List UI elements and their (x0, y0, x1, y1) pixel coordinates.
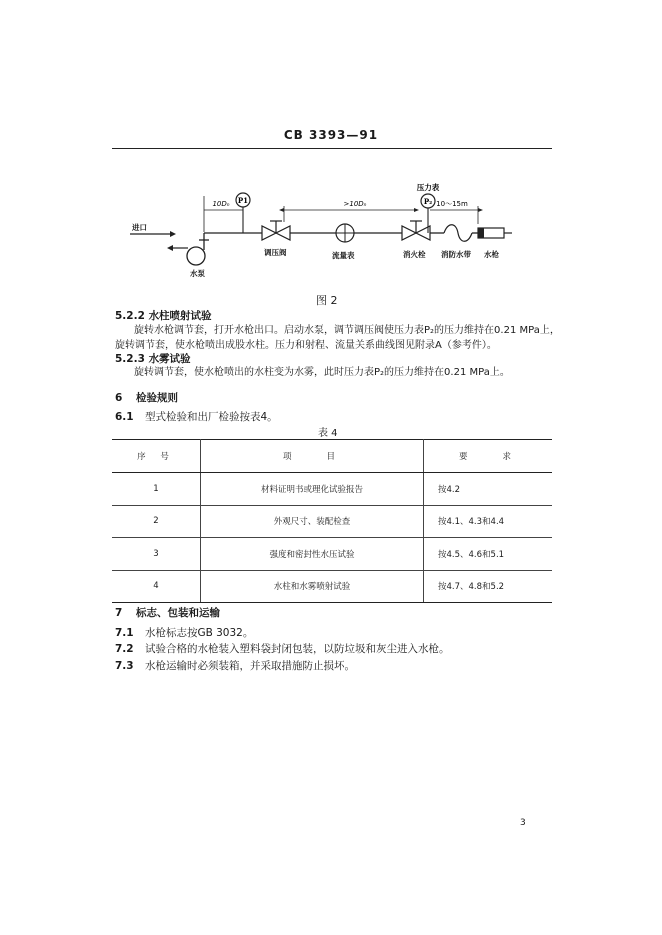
clause-7-3 (115, 659, 355, 673)
table-caption: 表 4 (318, 428, 338, 439)
section-6-heading (115, 391, 178, 405)
clause-number: 6.1 (115, 411, 134, 423)
section-title: 水雾试验 (148, 353, 191, 365)
p2-gauge-label: P₂ (423, 197, 433, 206)
suction-arrowhead (167, 245, 173, 251)
fire-hose-symbol (444, 225, 472, 242)
clause-6-1 (115, 410, 278, 424)
pump-label: 水泵 (190, 269, 205, 278)
cell-item: 外观尺寸、装配检查 (201, 505, 424, 538)
table-row (112, 505, 552, 538)
section-title: 水柱喷射试验 (148, 310, 212, 322)
fire-hydrant-label: 消火栓 (403, 250, 426, 259)
page-number: 3 (520, 818, 526, 828)
fire-hose-label: 消防水带 (441, 250, 471, 259)
clause-number: 7.1 (115, 627, 134, 639)
cell-item: 材料证明书或理化试验报告 (201, 473, 424, 506)
column-header-requirement: 要 求 (424, 440, 553, 473)
clause-7-2 (115, 642, 449, 656)
water-gun-label: 水枪 (484, 250, 499, 259)
clause-text: 型式检验和出厂检验按表4。 (144, 411, 278, 423)
cell-requirement: 按4.7、4.8和5.2 (424, 570, 553, 603)
regulating-valve-symbol (262, 226, 276, 240)
flow-meter-label: 流量表 (332, 251, 355, 260)
clause-7-1 (115, 626, 253, 640)
paragraph-5-2-2-line-1: 旋转水枪调节套，打开水枪出口。启动水泵，调节调压阀使压力表P₂的压力维持在0.21 MPa上， (134, 325, 560, 336)
dimension-10dn: 10Dₙ (212, 200, 230, 208)
standard-code: CB 3393—91 (283, 128, 379, 142)
clause-number: 7.3 (115, 660, 134, 672)
section-title: 检验规则 (135, 392, 178, 404)
test-setup-diagram (0, 0, 662, 300)
section-5-2-3-heading (115, 352, 191, 366)
clause-text: 水枪运输时必须装箱，并采取措施防止损坏。 (144, 660, 355, 672)
fire-hydrant-symbol (402, 226, 416, 240)
cell-number: 1 (112, 473, 201, 506)
pressure-gauge-label: 压力表 (416, 183, 440, 192)
table-row (112, 473, 552, 506)
section-number: 7 (115, 607, 123, 619)
section-number: 5.2.2 (115, 310, 145, 322)
clause-text: 试验合格的水枪装入塑料袋封闭包装，以防垃圾和灰尘进入水枪。 (144, 643, 450, 655)
paragraph-5-2-2-line-2: 旋转调节套，使水枪喷出成股水柱。压力和射程、流量关系曲线图见附录A（参考件）。 (115, 340, 497, 351)
section-number: 5.2.3 (115, 353, 145, 365)
section-number: 6 (115, 392, 123, 404)
dimension-gt-10dn: >10Dₙ (343, 200, 367, 208)
inlet-label: 进口 (132, 223, 147, 232)
table-row (112, 538, 552, 571)
table-row (112, 570, 552, 603)
cell-requirement: 按4.2 (424, 473, 553, 506)
cell-number: 2 (112, 505, 201, 538)
cell-item: 水柱和水雾喷射试验 (201, 570, 424, 603)
cell-number: 4 (112, 570, 201, 603)
hose-length-dimension: 10～15m (436, 200, 468, 208)
clause-text: 水枪标志按GB 3032。 (144, 627, 254, 639)
table-header-row (112, 440, 552, 473)
figure-caption: 图 2 (316, 294, 338, 307)
section-title: 标志、包装和运输 (135, 607, 220, 619)
clause-number: 7.2 (115, 643, 134, 655)
section-7-heading (115, 606, 220, 620)
column-header-number: 序 号 (112, 440, 201, 473)
cell-requirement: 按4.1、4.3和4.4 (424, 505, 553, 538)
section-5-2-2-heading (115, 309, 212, 323)
inlet-arrowhead (170, 231, 176, 237)
cell-item: 强度和密封性水压试验 (201, 538, 424, 571)
inspection-table (112, 439, 552, 603)
regulating-valve-label: 调压阀 (264, 248, 287, 257)
paragraph-5-2-3-line-1: 旋转调节套，使水枪喷出的水柱变为水雾，此时压力表P₂的压力维持在0.21 MPa上。 (134, 367, 510, 378)
cell-number: 3 (112, 538, 201, 571)
column-header-item: 项 目 (201, 440, 424, 473)
p1-gauge-label: P1 (237, 196, 249, 205)
pump-symbol (187, 247, 205, 265)
cell-requirement: 按4.5、4.6和5.1 (424, 538, 553, 571)
